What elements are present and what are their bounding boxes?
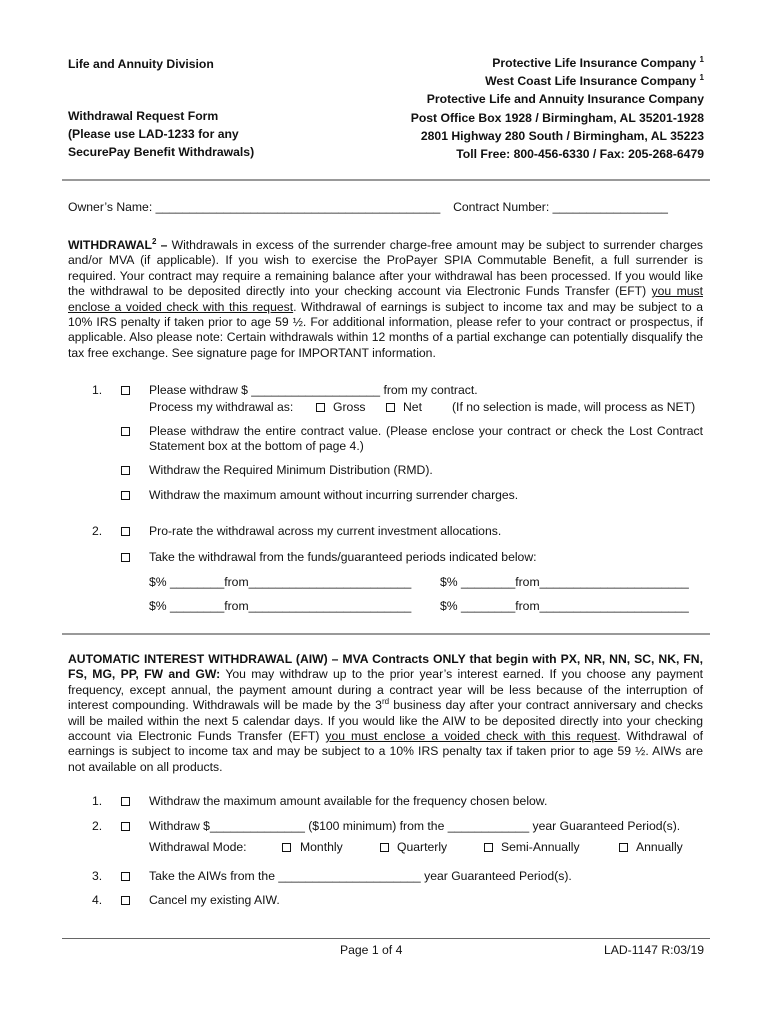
aiw-max-text: Withdraw the maximum amount available for the frequency chosen below. — [149, 794, 548, 808]
aiw-period-text: Take the AIWs from the _____________________ year Guaranteed Period(s). — [149, 869, 572, 883]
fund-row-1-right[interactable]: $% ________from______________________ — [440, 575, 689, 589]
gross-label: Gross — [333, 400, 366, 414]
aiw-cancel-text: Cancel my existing AIW. — [149, 893, 280, 907]
mode-monthly-checkbox[interactable] — [282, 843, 291, 852]
max-no-surrender-checkbox[interactable] — [121, 491, 130, 500]
aiw-amount-text: Withdraw $______________ ($100 minimum) from the ____________ year Guaranteed Period(s). — [149, 819, 681, 833]
company-name-3: Protective Life and Annuity Insurance Company — [426, 92, 704, 107]
form-note-line-2: SecurePay Benefit Withdrawals) — [68, 145, 255, 159]
owner-name-field[interactable]: __________________________________________ — [155, 200, 441, 214]
header-divider — [62, 179, 710, 181]
footer-divider — [62, 938, 710, 939]
process-note: (If no selection is made, will process as NET) — [452, 400, 696, 414]
company-name-2: West Coast Life Insurance Company $^1$ — [485, 73, 704, 89]
division-label: Life and Annuity Division — [68, 57, 214, 71]
aiw-period-checkbox[interactable] — [121, 872, 130, 881]
street-address: 2801 Highway 280 South / Birmingham, AL 35223 — [420, 128, 704, 143]
mode-annually-label: Annually — [636, 840, 683, 854]
contract-number-label: Contract Number: — [453, 200, 550, 214]
entire-value-text: Please withdraw the entire contract value. (Please enclose your contract or check the Lost Contract Statement box at the bottom of page 4.) — [149, 424, 703, 454]
net-label: Net — [403, 400, 422, 414]
process-row — [149, 400, 293, 414]
net-checkbox[interactable] — [386, 403, 395, 412]
pro-rate-text: Pro-rate the withdrawal across my current investment allocations. — [149, 524, 502, 538]
mailing-address: Post Office Box 1928 / Birmingham, AL 35201-1928 — [410, 110, 704, 125]
max-no-surrender-text: Withdraw the maximum amount without incurring surrender charges. — [149, 488, 519, 502]
aiw-cancel-checkbox[interactable] — [121, 896, 130, 905]
option-2-number: 2. — [92, 524, 103, 538]
aiw-max-checkbox[interactable] — [121, 797, 130, 806]
rmd-checkbox[interactable] — [121, 466, 130, 475]
fund-row-1-left[interactable]: $% ________from________________________ — [149, 575, 412, 589]
form-note-line-1: (Please use LAD-1233 for any — [68, 127, 239, 141]
gross-checkbox[interactable] — [316, 403, 325, 412]
form-title: Withdrawal Request Form — [68, 109, 219, 123]
mode-monthly-label: Monthly — [300, 840, 343, 854]
withdraw-amount-checkbox[interactable] — [121, 386, 130, 395]
mode-quarterly-label: Quarterly — [397, 840, 448, 854]
withdrawal-heading: WITHDRAWAL — [68, 238, 152, 252]
withdrawal-mode-label: Withdrawal Mode: — [149, 840, 247, 854]
pro-rate-checkbox[interactable] — [121, 527, 130, 536]
company-address-block — [411, 54, 704, 163]
rmd-text: Withdraw the Required Minimum Distribution (RMD). — [149, 463, 433, 477]
process-label: Process my withdrawal as: — [149, 400, 294, 414]
withdrawal-footnote: 2 — [151, 236, 157, 246]
aiw-item-4-number: 4. — [92, 893, 103, 907]
aiw-item-3-number: 3. — [92, 869, 103, 883]
withdraw-amount-text: Please withdraw $ ___________________ from my contract. — [149, 383, 478, 397]
entire-value-checkbox[interactable] — [121, 427, 130, 436]
aiw-heading: AUTOMATIC INTEREST WITHDRAWAL (AIW) – MVA Contracts ONLY that begin with PX, NR, NN, SC, NK, FN, FS, MG, PP, FW and GW: — [68, 652, 703, 682]
option-1-number: 1. — [92, 383, 103, 397]
aiw-amount-checkbox[interactable] — [121, 822, 130, 831]
specific-funds-checkbox[interactable] — [121, 553, 130, 562]
page-number: Page 1 of 4 — [340, 943, 403, 957]
aiw-item-1-number: 1. — [92, 794, 103, 808]
phone-fax: Toll Free: 800-456-6330 / Fax: 205-268-6479 — [456, 147, 704, 162]
owner-row — [68, 200, 668, 214]
mode-annually-checkbox[interactable] — [619, 843, 628, 852]
mode-quarterly-checkbox[interactable] — [380, 843, 389, 852]
fund-row-2-right[interactable]: $% ________from______________________ — [440, 599, 689, 613]
aiw-voided-check-notice: you must enclose a voided check with this request — [325, 729, 618, 744]
mode-semiannually-checkbox[interactable] — [484, 843, 493, 852]
section-divider — [62, 633, 710, 635]
aiw-paragraph: AUTOMATIC INTEREST WITHDRAWAL (AIW) – MVA Contracts ONLY that begin with PX, NR, NN, SC, NK, FN, FS, MG, PP, FW and GW: You may withdraw up to the prior year’s interest earned. If you choose any payment frequency, except annual, the payment amount during a contract year will be less because of the interruption of interest compounding. Withdrawals will be made by the 3rd business day after your contract anniversary and checks will be mailed within the next 5 calendar days. If you would like the AIW to be deposited directly into your checking account via Electronic Funds Transfer (EFT) you must enclose a voided check with this request. Withdrawal of earnings is subject to income tax and may be subject to a 10% IRS penalty tax if taken prior to age 59 ½. AIWs are not available on all products. — [68, 652, 703, 774]
company-name-1: Protective Life Insurance Company $^1$ — [492, 54, 704, 70]
aiw-item-2-number: 2. — [92, 819, 103, 833]
contract-number-field[interactable]: _________________ — [552, 200, 668, 214]
specific-funds-text: Take the withdrawal from the funds/guaranteed periods indicated below: — [149, 550, 537, 564]
mode-semiannually-label: Semi-Annually — [501, 840, 580, 854]
owner-name-label: Owner’s Name: — [68, 200, 153, 214]
voided-check-notice: you must enclose a voided check with this request — [68, 284, 703, 314]
withdrawal-paragraph: WITHDRAWAL$^2$ – Withdrawals in excess of the surrender charge-free amount may be subject to surrender charges and/or MVA (if applicable). If you wish to exercise the ProPayer SPIA Commutable Benefit, a full surrender is required. Your contract may require a remaining balance after your withdrawal has been processed. If you would like the withdrawal to be deposited directly into your checking account via Electronic Funds Transfer (EFT) you must enclose a voided check with this request. Withdrawal of earnings is subject to income tax and may be subject to a 10% IRS penalty if taken prior to age 59 ½. For additional information, please refer to your contract or prospectus, if applicable. Also please note: Certain withdrawals within 12 months of a partial exchange can potentially disqualify the tax free exchange. See signature page for IMPORTANT information. — [68, 236, 703, 360]
form-code: LAD-1147 R:03/19 — [603, 943, 704, 957]
fund-row-2-left[interactable]: $% ________from________________________ — [149, 599, 412, 613]
